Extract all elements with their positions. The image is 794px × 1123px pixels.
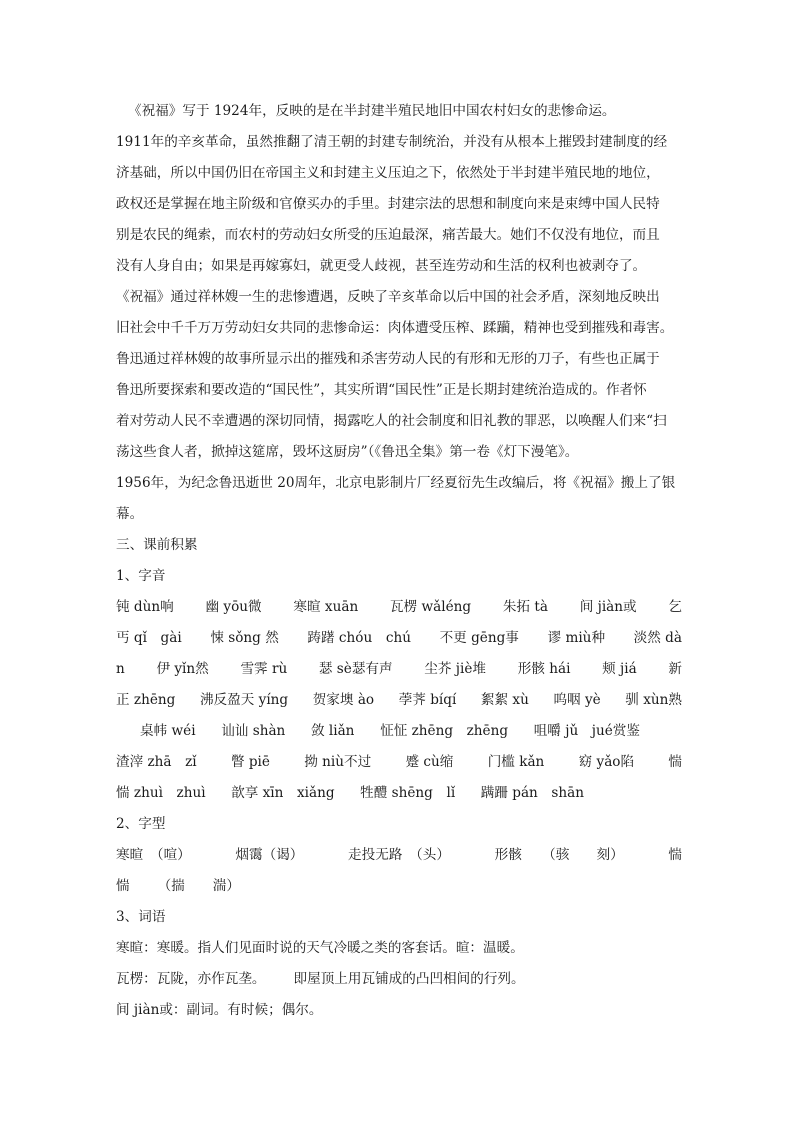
pronunciation-item: 咀嚼 jǔ jué赏鉴: [533, 723, 640, 739]
pronunciation-item: 淡然 dà: [633, 630, 682, 646]
text-line: 《祝福》通过祥林嫂一生的悲惨遭遇，反映了辛亥革命以后中国的社会矛盾，深刻地反映出: [116, 289, 660, 305]
text-line: 1911年的辛亥革命，虽然推翻了清王朝的封建专制统治，并没有从根本上摧毁封建制度的经: [116, 134, 668, 150]
glyph-item: 惴: [668, 847, 682, 863]
pronunciation-item: 渣滓 zhā zǐ: [116, 754, 197, 770]
paragraph-background-line: [116, 220, 682, 251]
pronunciation-item: 蹙 cù缩: [405, 754, 454, 770]
paragraph-theme-line: [116, 344, 682, 375]
subsection-heading: [116, 809, 682, 840]
pronunciation-item: n: [116, 661, 125, 677]
glyph-row: [116, 871, 682, 902]
subsection-title: 3、词语: [116, 909, 166, 925]
section-heading: [116, 530, 682, 561]
pronunciation-item: 新: [668, 661, 682, 677]
subsection-heading: [116, 561, 682, 592]
paragraph-theme-line: [116, 313, 682, 344]
subsection-title: 1、字音: [116, 568, 166, 584]
pronunciation-item: 歆享 xīn xiǎng: [231, 785, 335, 801]
pronunciation-item: 牲醴 shēng lǐ: [360, 785, 456, 801]
pronunciation-item: 丐 qǐ gài: [116, 630, 182, 646]
section-title: 三、课前积累: [116, 537, 198, 553]
pronunciation-item: 幽 yōu微: [205, 599, 262, 615]
glyph-item: （揣: [157, 878, 185, 894]
paragraph-theme-line: [116, 375, 682, 406]
pronunciation-item: 惴 zhuì zhuì: [116, 785, 206, 801]
pronunciation-item: 蹒跚 pán shān: [480, 785, 584, 801]
glyph-item: 烟霭（谒）: [235, 847, 304, 863]
paragraph-background-line: [116, 158, 682, 189]
pronunciation-row: [116, 685, 682, 716]
pronunciation-item: 桌帏 wéi: [140, 723, 196, 739]
pronunciation-row: [116, 654, 682, 685]
text-line: 1956年，为纪念鲁迅逝世 20周年，北京电影制片厂经夏衍先生改编后，将《祝福》搬上了银: [116, 475, 676, 491]
glyph-item: 形骸 （骇 刻）: [494, 847, 624, 863]
paragraph-background-line: [116, 251, 682, 282]
pronunciation-item: 讪讪 shàn: [221, 723, 286, 739]
subsection-title: 2、字型: [116, 816, 166, 832]
pronunciation-row: [116, 778, 584, 809]
pronunciation-item: 沸反盈天 yíng: [199, 692, 289, 708]
vocab-item: [116, 933, 682, 964]
pronunciation-row: [116, 623, 682, 654]
pronunciation-item: 呜咽 yè: [553, 692, 601, 708]
paragraph-film-line: [116, 468, 682, 499]
pronunciation-item: 絮絮 xù: [480, 692, 529, 708]
text-line: 别是农民的绳索，而农村的劳动妇女所受的压迫最深，痛苦最大。她们不仅没有地位，而且: [116, 227, 660, 243]
pronunciation-item: 寒暄 xuān: [293, 599, 359, 615]
pronunciation-item: 瑟 sè瑟有声: [318, 661, 393, 677]
text-line: 旧社会中千千万万劳动妇女共同的悲惨命运：肉体遭受压榨、蹂躏，精神也受到摧残和毒害。: [116, 320, 674, 336]
vocab-definition: 即屋顶上用瓦铺成的凸凹相间的行列。: [293, 971, 525, 987]
pronunciation-item: 门槛 kǎn: [487, 754, 545, 770]
paragraph-film-line: [116, 499, 682, 530]
pronunciation-item: 钝 dùn响: [116, 599, 174, 615]
text-line: 济基础，所以中国仍旧在帝国主义和封建主义压迫之下，依然处于半封建半殖民地的地位，: [116, 165, 660, 181]
pronunciation-row: [116, 716, 640, 747]
pronunciation-item: 形骸 hái: [517, 661, 571, 677]
glyph-item: 惴: [116, 878, 130, 894]
pronunciation-item: 敛 liǎn: [310, 723, 355, 739]
subsection-heading: [116, 902, 682, 933]
pronunciation-row: [116, 592, 682, 623]
text-line: 着对劳动人民不幸遭遇的深切同情，揭露吃人的社会制度和旧礼教的罪恶，以唤醒人们来“扫: [116, 413, 667, 429]
paragraph-theme-line: [116, 437, 682, 468]
glyph-item: 湍）: [212, 878, 240, 894]
pronunciation-item: 惴: [668, 754, 682, 770]
pronunciation-item: 贺家墺 ào: [312, 692, 375, 708]
pronunciation-item: 雪霁 rù: [240, 661, 288, 677]
pronunciation-item: 窈 yǎo陷: [578, 754, 635, 770]
pronunciation-item: 瞥 piē: [230, 754, 270, 770]
pronunciation-item: 间 jiàn或: [579, 599, 637, 615]
pronunciation-item: 怔怔 zhēng zhēng: [380, 723, 509, 739]
text-line: 鲁迅通过祥林嫂的故事所显示出的摧残和杀害劳动人民的有形和无形的刀子，有些也正属于: [116, 351, 660, 367]
pronunciation-item: 踌躇 chóu chú: [307, 630, 411, 646]
text-line: 没有人身自由；如果是再嫁寡妇，就更受人歧视，甚至连劳动和生活的权利也被剥夺了。: [116, 258, 647, 274]
pronunciation-item: 乞: [668, 599, 682, 615]
glyph-item: 走投无路 （头）: [348, 847, 450, 863]
text-line: 《祝福》写于 1924年，反映的是在半封建半殖民地旧中国农村妇女的悲惨命运。: [128, 103, 616, 119]
pronunciation-item: 谬 miù种: [547, 630, 606, 646]
pronunciation-item: 不更 gēng事: [439, 630, 519, 646]
paragraph-background-line: [116, 189, 682, 220]
paragraph-background-line: [116, 127, 682, 158]
text-line: 荡这些食人者，掀掉这筵席，毁坏这厨房”（《鲁迅全集》第一卷《灯下漫笔》。: [116, 444, 579, 460]
glyph-row: [116, 840, 682, 871]
pronunciation-item: 瓦楞 wǎléng: [389, 599, 472, 615]
vocab-definition: 瓦楞：瓦陇，亦作瓦垄。: [116, 971, 266, 987]
pronunciation-item: 拗 niù不过: [304, 754, 372, 770]
paragraph-intro: [116, 96, 682, 127]
pronunciation-item: 荸荠 bíqí: [398, 692, 457, 708]
pronunciation-item: 朱拓 tà: [502, 599, 548, 615]
glyph-item: 寒暄 （喧）: [116, 847, 191, 863]
vocab-item: [116, 964, 682, 995]
pronunciation-row: [116, 747, 682, 778]
vocab-definition: 间 jiàn或：副词。有时候；偶尔。: [116, 1002, 323, 1018]
pronunciation-item: 尘芥 jiè堆: [424, 661, 487, 677]
text-line: 幕。: [116, 506, 144, 522]
text-line: 鲁迅所要探索和要改造的“国民性”，其实所谓“国民性”正是长期封建统治造成的。作者怀: [116, 382, 647, 398]
pronunciation-item: 颊 jiá: [602, 661, 637, 677]
vocab-item: [116, 995, 682, 1026]
pronunciation-item: 伊 yǐn然: [156, 661, 209, 677]
pronunciation-item: 驯 xùn熟: [625, 692, 682, 708]
paragraph-theme-line: [116, 282, 682, 313]
vocab-definition: 寒暄：寒暖。指人们见面时说的天气冷暖之类的客套话。暄：温暖。: [116, 940, 524, 956]
text-line: 政权还是掌握在地主阶级和官僚买办的手里。封建宗法的思想和制度向来是束缚中国人民特: [116, 196, 660, 212]
paragraph-theme-line: [116, 406, 682, 437]
document-page: [116, 96, 682, 1026]
pronunciation-item: 悚 sǒng 然: [210, 630, 279, 646]
pronunciation-item: 正 zhēng: [116, 692, 176, 708]
